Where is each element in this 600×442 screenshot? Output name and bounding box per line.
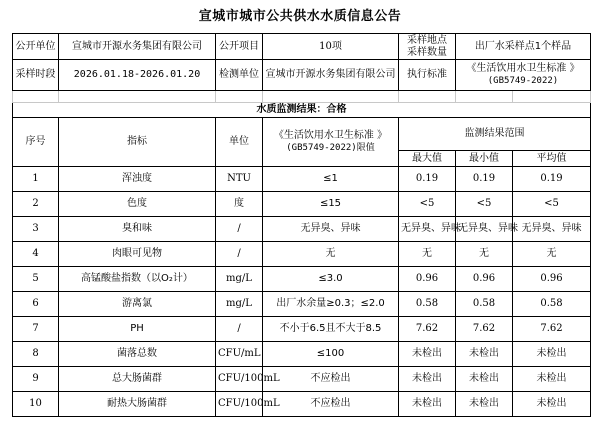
row-limit[interactable]: ≤1 bbox=[263, 167, 399, 192]
row-max[interactable]: 无异臭、异味 bbox=[399, 217, 456, 242]
blank-cell[interactable] bbox=[13, 91, 59, 103]
table-row bbox=[13, 167, 591, 192]
table-row bbox=[13, 317, 591, 342]
blank-cell[interactable] bbox=[399, 91, 456, 103]
site-value[interactable]: 出厂水采样点1个样品 bbox=[456, 34, 591, 60]
row-min[interactable]: 0.58 bbox=[456, 292, 513, 317]
header-min[interactable]: 最小值 bbox=[456, 151, 513, 167]
row-no[interactable]: 1 bbox=[13, 167, 59, 192]
row-indicator[interactable]: 总大肠菌群 bbox=[59, 367, 216, 392]
row-no[interactable]: 8 bbox=[13, 342, 59, 367]
row-max[interactable]: 无 bbox=[399, 242, 456, 267]
header-max[interactable]: 最大值 bbox=[399, 151, 456, 167]
row-unit[interactable]: / bbox=[216, 242, 263, 267]
row-unit[interactable]: CFU/mL bbox=[216, 342, 263, 367]
standard-label[interactable]: 执行标准 bbox=[399, 60, 456, 91]
row-avg[interactable]: 未检出 bbox=[513, 367, 591, 392]
row-limit[interactable]: ≤3.0 bbox=[263, 267, 399, 292]
row-limit[interactable]: 不小于6.5且不大于8.5 bbox=[263, 317, 399, 342]
sampling-time-label[interactable]: 采样时段 bbox=[13, 60, 59, 91]
row-indicator[interactable]: 浑浊度 bbox=[59, 167, 216, 192]
row-avg[interactable]: 未检出 bbox=[513, 392, 591, 417]
publisher-label[interactable]: 公开单位 bbox=[13, 34, 59, 60]
table-row bbox=[13, 267, 591, 292]
test-unit-label[interactable]: 检测单位 bbox=[216, 60, 263, 91]
row-no[interactable]: 3 bbox=[13, 217, 59, 242]
row-unit[interactable]: mg/L bbox=[216, 267, 263, 292]
header-limit[interactable] bbox=[263, 118, 399, 167]
header-limit-line2: (GB5749-2022)限值 bbox=[286, 143, 375, 153]
row-indicator[interactable]: 高锰酸盐指数（以O₂计） bbox=[59, 267, 216, 292]
row-limit[interactable]: 出厂水余量≥0.3；≤2.0 bbox=[263, 292, 399, 317]
header-row-1 bbox=[13, 118, 591, 151]
row-no[interactable]: 5 bbox=[13, 267, 59, 292]
blank-row bbox=[13, 91, 591, 103]
table-row bbox=[13, 392, 591, 417]
publisher-value[interactable]: 宣城市开源水务集团有限公司 bbox=[59, 34, 216, 60]
table-row bbox=[13, 342, 591, 367]
water-quality-table bbox=[12, 33, 591, 417]
row-avg[interactable]: 无 bbox=[513, 242, 591, 267]
row-avg[interactable]: 0.19 bbox=[513, 167, 591, 192]
info-row-2 bbox=[13, 60, 591, 91]
row-no[interactable]: 7 bbox=[13, 317, 59, 342]
result-title-row bbox=[13, 103, 591, 118]
row-indicator[interactable]: 耐热大肠菌群 bbox=[59, 392, 216, 417]
row-indicator[interactable]: 菌落总数 bbox=[59, 342, 216, 367]
standard-value-line2: (GB5749-2022) bbox=[487, 76, 559, 86]
table-row bbox=[13, 192, 591, 217]
info-row-1 bbox=[13, 34, 591, 60]
row-unit[interactable]: CFU/100mL bbox=[216, 392, 263, 417]
row-unit[interactable]: / bbox=[216, 217, 263, 242]
row-avg[interactable]: <5 bbox=[513, 192, 591, 217]
row-avg[interactable]: 7.62 bbox=[513, 317, 591, 342]
row-min[interactable]: 0.96 bbox=[456, 267, 513, 292]
row-max[interactable]: 0.58 bbox=[399, 292, 456, 317]
row-indicator[interactable]: 肉眼可见物 bbox=[59, 242, 216, 267]
site-label[interactable] bbox=[399, 34, 456, 60]
row-min[interactable]: 未检出 bbox=[456, 392, 513, 417]
result-title[interactable]: 水质监测结果：合格 bbox=[13, 103, 591, 118]
row-unit[interactable]: / bbox=[216, 317, 263, 342]
row-limit[interactable]: ≤100 bbox=[263, 342, 399, 367]
table-row bbox=[13, 292, 591, 317]
blank-cell[interactable] bbox=[216, 91, 263, 103]
row-no[interactable]: 9 bbox=[13, 367, 59, 392]
row-indicator[interactable]: 臭和味 bbox=[59, 217, 216, 242]
row-avg[interactable]: 0.58 bbox=[513, 292, 591, 317]
row-avg[interactable]: 0.96 bbox=[513, 267, 591, 292]
row-min[interactable]: 未检出 bbox=[456, 367, 513, 392]
row-indicator[interactable]: PH bbox=[59, 317, 216, 342]
project-value[interactable]: 10项 bbox=[263, 34, 399, 60]
row-max[interactable]: 0.96 bbox=[399, 267, 456, 292]
header-range[interactable]: 监测结果范围 bbox=[399, 118, 591, 151]
row-limit[interactable]: ≤15 bbox=[263, 192, 399, 217]
table-row bbox=[13, 367, 591, 392]
row-min[interactable]: 无异臭、异味 bbox=[456, 217, 513, 242]
standard-value-line1: 《生活饮用水卫生标准 》 bbox=[466, 63, 580, 74]
blank-cell[interactable] bbox=[513, 91, 591, 103]
row-avg[interactable]: 无异臭、异味 bbox=[513, 217, 591, 242]
project-label[interactable]: 公开项目 bbox=[216, 34, 263, 60]
blank-cell[interactable] bbox=[59, 91, 216, 103]
table-row bbox=[13, 217, 591, 242]
test-unit-value[interactable]: 宣城市开源水务集团有限公司 bbox=[263, 60, 399, 91]
site-label-line2: 采样数量 bbox=[407, 46, 447, 58]
row-unit[interactable]: CFU/100mL bbox=[216, 367, 263, 392]
header-avg[interactable]: 平均值 bbox=[513, 151, 591, 167]
site-label-line1: 采样地点 bbox=[407, 34, 447, 46]
row-unit[interactable]: 度 bbox=[216, 192, 263, 217]
row-max[interactable]: <5 bbox=[399, 192, 456, 217]
row-max[interactable]: 未检出 bbox=[399, 392, 456, 417]
row-max[interactable]: 未检出 bbox=[399, 342, 456, 367]
header-indicator[interactable]: 指标 bbox=[59, 118, 216, 167]
row-no[interactable]: 10 bbox=[13, 392, 59, 417]
sampling-time-value[interactable]: 2026.01.18-2026.01.20 bbox=[59, 60, 216, 91]
row-min[interactable]: 未检出 bbox=[456, 342, 513, 367]
header-unit[interactable]: 单位 bbox=[216, 118, 263, 167]
row-no[interactable]: 4 bbox=[13, 242, 59, 267]
row-min[interactable]: 7.62 bbox=[456, 317, 513, 342]
page-title: 宣城市城市公共供水水质信息公告 bbox=[198, 9, 402, 24]
row-limit[interactable]: 无异臭、异味 bbox=[263, 217, 399, 242]
row-limit[interactable]: 无 bbox=[263, 242, 399, 267]
row-avg[interactable]: 未检出 bbox=[513, 342, 591, 367]
table-row bbox=[13, 242, 591, 267]
blank-cell[interactable] bbox=[456, 91, 513, 103]
row-unit[interactable]: mg/L bbox=[216, 292, 263, 317]
row-max[interactable]: 0.19 bbox=[399, 167, 456, 192]
blank-cell[interactable] bbox=[263, 91, 399, 103]
row-max[interactable]: 未检出 bbox=[399, 367, 456, 392]
row-no[interactable]: 2 bbox=[13, 192, 59, 217]
row-limit[interactable]: 不应检出 bbox=[263, 392, 399, 417]
row-no[interactable]: 6 bbox=[13, 292, 59, 317]
row-min[interactable]: <5 bbox=[456, 192, 513, 217]
row-indicator[interactable]: 游离氯 bbox=[59, 292, 216, 317]
header-limit-line1: 《生活饮用水卫生标准 》 bbox=[273, 130, 388, 141]
row-indicator[interactable]: 色度 bbox=[59, 192, 216, 217]
standard-value[interactable] bbox=[456, 60, 591, 91]
row-min[interactable]: 无 bbox=[456, 242, 513, 267]
row-unit[interactable]: NTU bbox=[216, 167, 263, 192]
row-limit[interactable]: 不应检出 bbox=[263, 367, 399, 392]
row-min[interactable]: 0.19 bbox=[456, 167, 513, 192]
row-max[interactable]: 7.62 bbox=[399, 317, 456, 342]
header-no[interactable]: 序号 bbox=[13, 118, 59, 167]
